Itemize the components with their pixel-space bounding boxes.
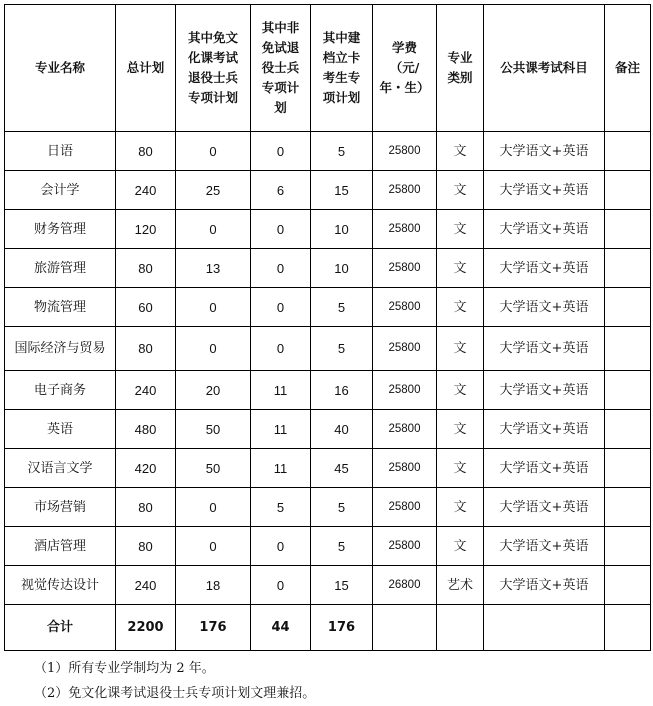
table-row: [5, 410, 651, 449]
totals-fee: [373, 605, 437, 651]
cell-total: 420: [116, 449, 176, 488]
cell-exempt: 0: [176, 210, 251, 249]
cell-fee: 25800: [373, 371, 437, 410]
table-row: [5, 249, 651, 288]
cell-major: 汉语言文学: [5, 449, 116, 488]
cell-poverty: 5: [311, 488, 373, 527]
cell-remark: [605, 210, 651, 249]
table-row: [5, 171, 651, 210]
cell-exempt: 0: [176, 327, 251, 371]
cell-non-exempt: 6: [251, 171, 311, 210]
cell-total: 80: [116, 249, 176, 288]
cell-exempt: 0: [176, 488, 251, 527]
cell-major: 会计学: [5, 171, 116, 210]
cell-total: 240: [116, 566, 176, 605]
cell-fee: 25800: [373, 132, 437, 171]
cell-non-exempt: 11: [251, 410, 311, 449]
cell-category: 文: [437, 171, 484, 210]
cell-poverty: 40: [311, 410, 373, 449]
cell-fee: 25800: [373, 210, 437, 249]
cell-fee: 25800: [373, 327, 437, 371]
cell-category: 文: [437, 210, 484, 249]
cell-exam: 大学语文+英语: [484, 327, 605, 371]
totals-exam: [484, 605, 605, 651]
cell-exempt: 50: [176, 410, 251, 449]
cell-poverty: 10: [311, 249, 373, 288]
cell-remark: [605, 410, 651, 449]
table-header-row: [5, 5, 651, 132]
table-row: [5, 566, 651, 605]
cell-poverty: 5: [311, 288, 373, 327]
header-category: 专业 类别: [437, 5, 484, 132]
cell-non-exempt: 0: [251, 566, 311, 605]
cell-poverty: 15: [311, 566, 373, 605]
cell-non-exempt: 11: [251, 449, 311, 488]
totals-label: 合计: [5, 605, 116, 651]
cell-non-exempt: 0: [251, 132, 311, 171]
table-row: [5, 371, 651, 410]
cell-remark: [605, 132, 651, 171]
cell-exempt: 25: [176, 171, 251, 210]
cell-category: 文: [437, 288, 484, 327]
cell-poverty: 45: [311, 449, 373, 488]
totals-category: [437, 605, 484, 651]
totals-exempt: 176: [176, 605, 251, 651]
cell-exempt: 0: [176, 527, 251, 566]
cell-fee: 25800: [373, 249, 437, 288]
header-non-exempt: 其中非 免试退 役士兵 专项计 划: [251, 5, 311, 132]
table-row: [5, 210, 651, 249]
cell-non-exempt: 5: [251, 488, 311, 527]
cell-category: 文: [437, 371, 484, 410]
cell-fee: 25800: [373, 410, 437, 449]
cell-major: 市场营销: [5, 488, 116, 527]
cell-poverty: 5: [311, 527, 373, 566]
cell-exam: 大学语文+英语: [484, 210, 605, 249]
header-exam: 公共课考试科目: [484, 5, 605, 132]
enrollment-plan-table: [4, 4, 651, 651]
cell-fee: 25800: [373, 171, 437, 210]
cell-exempt: 13: [176, 249, 251, 288]
cell-total: 80: [116, 527, 176, 566]
cell-category: 文: [437, 449, 484, 488]
cell-remark: [605, 327, 651, 371]
footnotes: [34, 656, 315, 706]
cell-fee: 25800: [373, 527, 437, 566]
cell-category: 文: [437, 488, 484, 527]
cell-exam: 大学语文+英语: [484, 527, 605, 566]
totals-remark: [605, 605, 651, 651]
cell-poverty: 5: [311, 132, 373, 171]
cell-category: 文: [437, 527, 484, 566]
cell-total: 80: [116, 488, 176, 527]
cell-remark: [605, 488, 651, 527]
cell-fee: 25800: [373, 288, 437, 327]
cell-non-exempt: 0: [251, 249, 311, 288]
cell-remark: [605, 288, 651, 327]
totals-total: 2200: [116, 605, 176, 651]
cell-fee: 26800: [373, 566, 437, 605]
cell-exempt: 0: [176, 288, 251, 327]
cell-remark: [605, 566, 651, 605]
footnote-1: （1）所有专业学制均为 2 年。: [34, 661, 215, 676]
header-fee: 学费 （元/ 年・生）: [373, 5, 437, 132]
cell-major: 物流管理: [5, 288, 116, 327]
cell-category: 文: [437, 132, 484, 171]
cell-remark: [605, 449, 651, 488]
cell-exam: 大学语文+英语: [484, 132, 605, 171]
table-row: [5, 449, 651, 488]
header-major: 专业名称: [5, 5, 116, 132]
cell-major: 酒店管理: [5, 527, 116, 566]
cell-exam: 大学语文+英语: [484, 449, 605, 488]
cell-exempt: 50: [176, 449, 251, 488]
cell-total: 240: [116, 171, 176, 210]
footnote-2: （2）免文化课考试退役士兵专项计划文理兼招。: [34, 686, 316, 701]
table-row: [5, 132, 651, 171]
cell-major: 财务管理: [5, 210, 116, 249]
cell-major: 英语: [5, 410, 116, 449]
cell-major: 国际经济与贸易: [5, 327, 116, 371]
cell-total: 120: [116, 210, 176, 249]
table-row: [5, 288, 651, 327]
totals-row: [5, 605, 651, 651]
cell-remark: [605, 171, 651, 210]
cell-exam: 大学语文+英语: [484, 249, 605, 288]
cell-remark: [605, 371, 651, 410]
table-row: [5, 327, 651, 371]
cell-exam: 大学语文+英语: [484, 410, 605, 449]
cell-remark: [605, 527, 651, 566]
cell-total: 240: [116, 371, 176, 410]
cell-category: 文: [437, 249, 484, 288]
cell-major: 视觉传达设计: [5, 566, 116, 605]
totals-poverty: 176: [311, 605, 373, 651]
cell-exam: 大学语文+英语: [484, 488, 605, 527]
cell-exam: 大学语文+英语: [484, 288, 605, 327]
cell-exam: 大学语文+英语: [484, 371, 605, 410]
cell-total: 80: [116, 132, 176, 171]
table-row: [5, 527, 651, 566]
header-remark: 备注: [605, 5, 651, 132]
cell-exam: 大学语文+英语: [484, 171, 605, 210]
cell-category: 文: [437, 327, 484, 371]
totals-non-exempt: 44: [251, 605, 311, 651]
cell-exam: 大学语文+英语: [484, 566, 605, 605]
cell-fee: 25800: [373, 488, 437, 527]
cell-non-exempt: 11: [251, 371, 311, 410]
cell-non-exempt: 0: [251, 210, 311, 249]
header-poverty: 其中建 档立卡 考生专 项计划: [311, 5, 373, 132]
header-exempt: 其中免文 化课考试 退役士兵 专项计划: [176, 5, 251, 132]
cell-major: 电子商务: [5, 371, 116, 410]
cell-exempt: 20: [176, 371, 251, 410]
cell-category: 文: [437, 410, 484, 449]
cell-non-exempt: 0: [251, 527, 311, 566]
header-total: 总计划: [116, 5, 176, 132]
cell-exempt: 18: [176, 566, 251, 605]
cell-non-exempt: 0: [251, 327, 311, 371]
cell-poverty: 15: [311, 171, 373, 210]
cell-total: 480: [116, 410, 176, 449]
cell-poverty: 16: [311, 371, 373, 410]
cell-non-exempt: 0: [251, 288, 311, 327]
cell-fee: 25800: [373, 449, 437, 488]
cell-poverty: 5: [311, 327, 373, 371]
cell-poverty: 10: [311, 210, 373, 249]
table-row: [5, 488, 651, 527]
cell-major: 日语: [5, 132, 116, 171]
cell-total: 60: [116, 288, 176, 327]
cell-exempt: 0: [176, 132, 251, 171]
cell-category: 艺术: [437, 566, 484, 605]
cell-total: 80: [116, 327, 176, 371]
cell-remark: [605, 249, 651, 288]
cell-major: 旅游管理: [5, 249, 116, 288]
